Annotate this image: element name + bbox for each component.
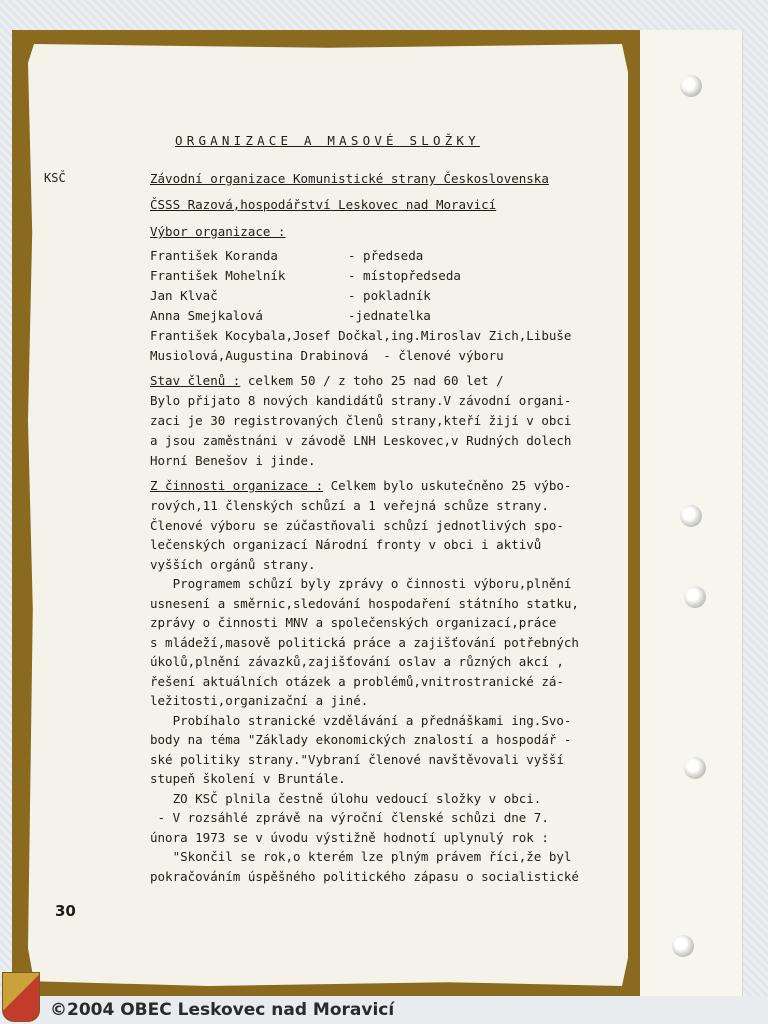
heading-line-2: ČSSS Razová,hospodářství Leskovec nad Moravicí xyxy=(150,197,497,212)
margin-label: KSČ xyxy=(44,171,66,185)
body-line: vyšších orgánů strany. xyxy=(150,556,316,572)
stav-text: celkem 50 / z toho 25 nad 60 let / xyxy=(240,373,504,388)
members-line: Musiolová,Augustina Drabinová - členové výboru xyxy=(150,348,504,363)
committee-role: -jednatelka xyxy=(348,308,431,323)
copyright-text: ©2004 OBEC Leskovec nad Moravicí xyxy=(50,1000,395,1020)
cinnost-label: Z činnosti organizace : xyxy=(150,478,324,493)
body-line: Probíhalo stranické vzdělávání a přednáškami ing.Svo- xyxy=(150,712,572,728)
body-line: body na téma "Základy ekonomických znalostí a hospodář - xyxy=(150,732,572,747)
body-line: - V rozsáhlé zprávě na výroční členské schůzi dne 7. xyxy=(150,810,549,825)
punch-hole xyxy=(672,935,694,957)
committee-role: - pokladník xyxy=(348,288,431,303)
document-title: ORGANIZACE A MASOVÉ SLOŽKY xyxy=(175,133,480,148)
stav-label: Stav členů : xyxy=(150,373,241,388)
body-line: s mládeží,masově politická práce a zajišťování potřebných xyxy=(150,634,579,650)
body-line: lečenských organizací Národní fronty v obci i aktivů xyxy=(150,537,542,552)
body-line: ské politiky strany."Vybraní členové navštěvovali vyšší xyxy=(150,751,564,767)
body-line: usnesení a směrnic,sledování hospodaření státního statku, xyxy=(150,595,579,611)
punch-hole xyxy=(680,505,702,527)
cinnost-paragraph-first-line xyxy=(150,478,571,493)
committee-name: František Mohelník xyxy=(150,268,286,283)
committee-name: František Koranda xyxy=(150,248,278,263)
body-line: Bylo přijato 8 nových kandidátů strany.V závodní organi- xyxy=(150,393,572,408)
committee-heading: Výbor organizace : xyxy=(150,224,286,239)
body-line: úkolů,plnění závazků,zajišťování oslav a různých akcí , xyxy=(150,654,564,669)
members-line: František Kocybala,Josef Dočkal,ing.Miroslav Zich,Libuše xyxy=(150,328,572,343)
committee-name: Anna Smejkalová xyxy=(150,308,263,323)
cinnost-text: Celkem bylo uskutečněno 25 výbo- xyxy=(323,478,572,493)
committee-name: Jan Klvač xyxy=(150,288,218,303)
body-line: Členové výboru se zúčastňovali schůzí jednotlivých spo- xyxy=(150,517,564,533)
body-line: řešení aktuálních otázek a problémů,vnitrostranické zá- xyxy=(150,673,564,689)
page-number: 30 xyxy=(55,902,76,920)
punch-hole xyxy=(684,757,706,779)
body-line: února 1973 se v úvodu výstižně hodnotí uplynulý rok : xyxy=(150,829,549,845)
body-line: rových,11 členských schůzí a 1 veřejná schůze strany. xyxy=(150,498,549,513)
body-line: ležitosti,organizační a jiné. xyxy=(150,693,369,708)
punch-hole xyxy=(680,75,702,97)
body-line: zaci je 30 registrovaných členů strany,kteří žijí v obci xyxy=(150,413,572,428)
body-line: "Skončil se rok,o kterém lze plným právem říci,že byl xyxy=(150,849,572,864)
coat-of-arms-logo xyxy=(2,972,40,1022)
body-line: Programem schůzí byly zprávy o činnosti výboru,plnění xyxy=(150,576,572,591)
body-line: Horní Benešov i jinde. xyxy=(150,453,316,468)
body-line: pokračováním úspěšného politického zápasu o socialistické xyxy=(150,868,579,884)
heading-line-1: Závodní organizace Komunistické strany Československa xyxy=(150,171,549,186)
committee-role: - místopředseda xyxy=(348,268,461,283)
stav-paragraph-first-line xyxy=(150,373,504,388)
body-line: a jsou zaměstnáni v závodě LNH Leskovec,v Rudných dolech xyxy=(150,433,572,448)
body-line: stupeň školení v Bruntále. xyxy=(150,771,346,786)
body-line: ZO KSČ plnila čestně úlohu vedoucí složky v obci. xyxy=(150,790,542,806)
punch-hole xyxy=(684,586,706,608)
body-line: zprávy o činnosti MNV a společenských organizací,práce xyxy=(150,615,557,630)
committee-role: - předseda xyxy=(348,248,424,263)
